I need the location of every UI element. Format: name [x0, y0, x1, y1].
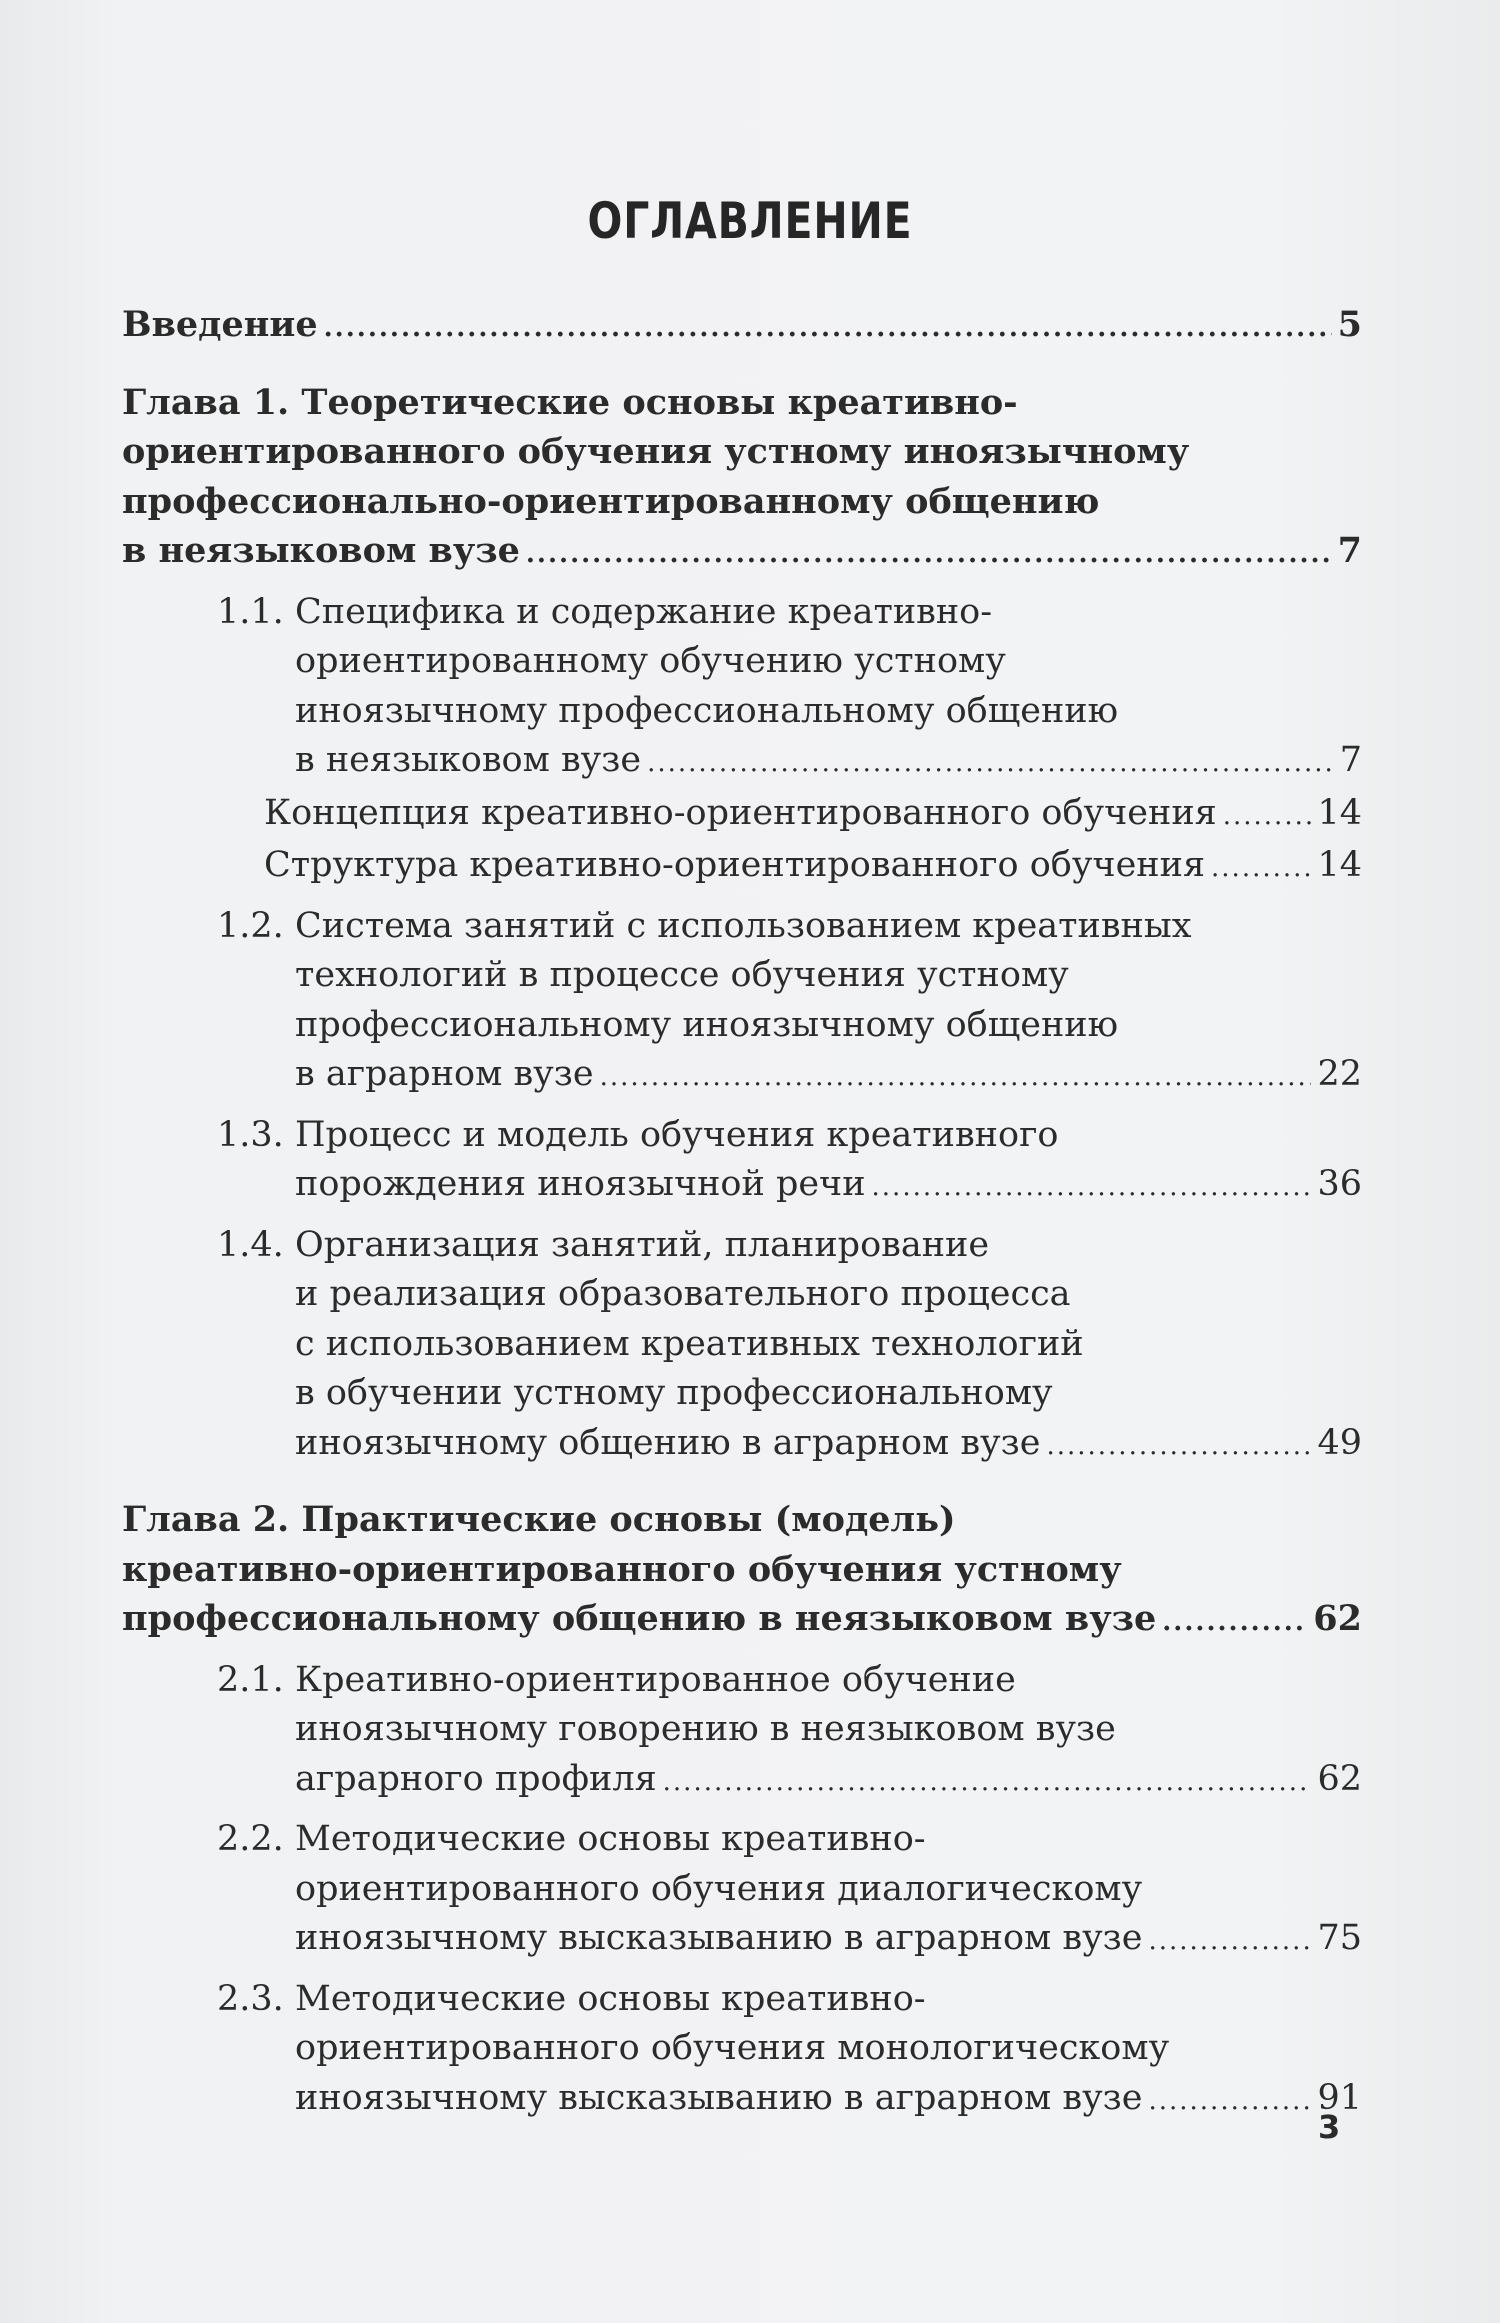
- toc-title-line: в аграрном вузе: [295, 1054, 594, 1094]
- toc-page-number: 14: [1317, 792, 1362, 833]
- toc-title-line: Методические основы креативно-: [295, 1819, 926, 1859]
- toc-title-line: иноязычному высказыванию в аграрном вузе: [295, 2077, 1143, 2118]
- toc-title-line: в неязыковом вузе: [122, 530, 520, 571]
- toc-title-line: с использованием креативных технологий: [295, 1323, 1084, 1364]
- toc-page-number: 36: [1317, 1164, 1362, 1204]
- toc-title-line: Структура креативно-ориентированного обучения: [264, 845, 1206, 885]
- toc-number: 1.4.: [217, 1224, 284, 1265]
- toc-title-line: в неязыковом вузе: [295, 740, 642, 780]
- toc-title-line: Концепция креативно-ориентированного обучения: [264, 792, 1217, 833]
- dot-leader: [872, 1163, 1312, 1213]
- dot-leader: [647, 739, 1334, 789]
- toc-page-number: 91: [1317, 2077, 1362, 2118]
- toc-chapter: [122, 1495, 1362, 1648]
- toc-number: 2.2.: [217, 1819, 284, 1859]
- toc-page-number: 7: [1339, 740, 1362, 780]
- dot-leader: [600, 1053, 1312, 1103]
- toc-number: 2.3.: [217, 1978, 284, 2019]
- dot-leader: [1211, 844, 1311, 894]
- page-title: ОГЛАВЛЕНИЕ: [587, 192, 913, 250]
- toc-title-line: иноязычному общению в аграрном вузе: [295, 1422, 1041, 1463]
- toc-title-line: иноязычному высказыванию в аграрном вузе: [295, 1918, 1143, 1958]
- toc-title-line: аграрного профиля: [295, 1758, 657, 1799]
- toc-section: [217, 1975, 1362, 2127]
- toc-number: 1.3.: [217, 1114, 284, 1155]
- toc-title-line: профессиональному иноязычному общению: [295, 1004, 1119, 1045]
- dot-leader: [1148, 2077, 1311, 2127]
- toc-title-line: ориентированного обучения диалогическому: [295, 1868, 1143, 1909]
- toc-chapter: [122, 378, 1362, 580]
- toc-title-line: порождения иноязычной речи: [295, 1164, 866, 1204]
- toc-title-line: профессионально-ориентированному общению: [122, 480, 1100, 522]
- toc-title-line: Процесс и модель обучения креативного: [295, 1114, 1059, 1155]
- toc-section: [217, 1111, 1362, 1213]
- toc-number: 1.2.: [217, 905, 284, 946]
- table-of-contents: [122, 300, 1362, 2126]
- toc-title-line: иноязычному профессиональному общению: [295, 690, 1119, 731]
- toc-number: 1.1.: [217, 591, 284, 632]
- toc-title-line: ориентированного обучения устному иноязычному: [122, 431, 1190, 472]
- toc-page-number: 14: [1317, 845, 1362, 885]
- toc-title-line: и реализация образовательного процесса: [295, 1274, 1071, 1314]
- toc-title-line: профессиональному общению в неязыковом вузе: [122, 1598, 1157, 1639]
- toc-title-line: Система занятий с использованием креативных: [295, 905, 1192, 946]
- toc-title-line: Глава 2. Практические основы (модель): [122, 1499, 956, 1540]
- toc-title-line: Организация занятий, планирование: [295, 1224, 990, 1265]
- toc-page-number: 7: [1337, 530, 1362, 571]
- toc-number: 2.1.: [217, 1659, 284, 1700]
- dot-leader: [526, 530, 1332, 580]
- dot-leader: [1223, 792, 1312, 842]
- toc-subsection: [264, 841, 1362, 894]
- toc-title-line: ориентированного обучения монологическому: [295, 2028, 1170, 2068]
- dot-leader: [324, 304, 1332, 354]
- toc-title-line: в обучении устному профессиональному: [295, 1373, 1053, 1413]
- page-number: 3: [1318, 2108, 1341, 2146]
- toc-title-line: креативно-ориентированного обучения устному: [122, 1548, 1122, 1590]
- toc-chapter: [122, 300, 1362, 354]
- toc-title-line: Креативно-ориентированное обучение: [295, 1659, 1016, 1700]
- toc-page-number: 5: [1337, 304, 1362, 345]
- toc-subsection: [264, 789, 1362, 842]
- toc-title-line: Специфика и содержание креативно-: [295, 591, 993, 632]
- toc-title-line: Методические основы креативно-: [295, 1978, 926, 2019]
- toc-page-number: 49: [1317, 1422, 1362, 1463]
- toc-page-number: 75: [1317, 1918, 1362, 1958]
- toc-section: [217, 902, 1362, 1103]
- toc-page-number: 62: [1313, 1598, 1362, 1639]
- dot-leader: [1148, 1917, 1311, 1967]
- toc-page-number: 62: [1317, 1758, 1362, 1799]
- toc-section: [217, 1815, 1362, 1967]
- dot-leader: [663, 1758, 1312, 1808]
- toc-section: [217, 1656, 1362, 1808]
- dot-leader: [1162, 1598, 1307, 1648]
- toc-section: [217, 1221, 1362, 1472]
- toc-title-line: Глава 1. Теоретические основы креативно-: [122, 381, 1018, 423]
- toc-title-line: ориентированному обучению устному: [295, 641, 1006, 681]
- toc-title-line: иноязычному говорению в неязыковом вузе: [295, 1709, 1116, 1749]
- toc-title-line: Введение: [122, 304, 318, 345]
- toc-title-line: технологий в процессе обучения устному: [295, 955, 1069, 995]
- toc-page-number: 22: [1317, 1054, 1362, 1094]
- toc-section: [217, 588, 1362, 789]
- dot-leader: [1046, 1422, 1311, 1472]
